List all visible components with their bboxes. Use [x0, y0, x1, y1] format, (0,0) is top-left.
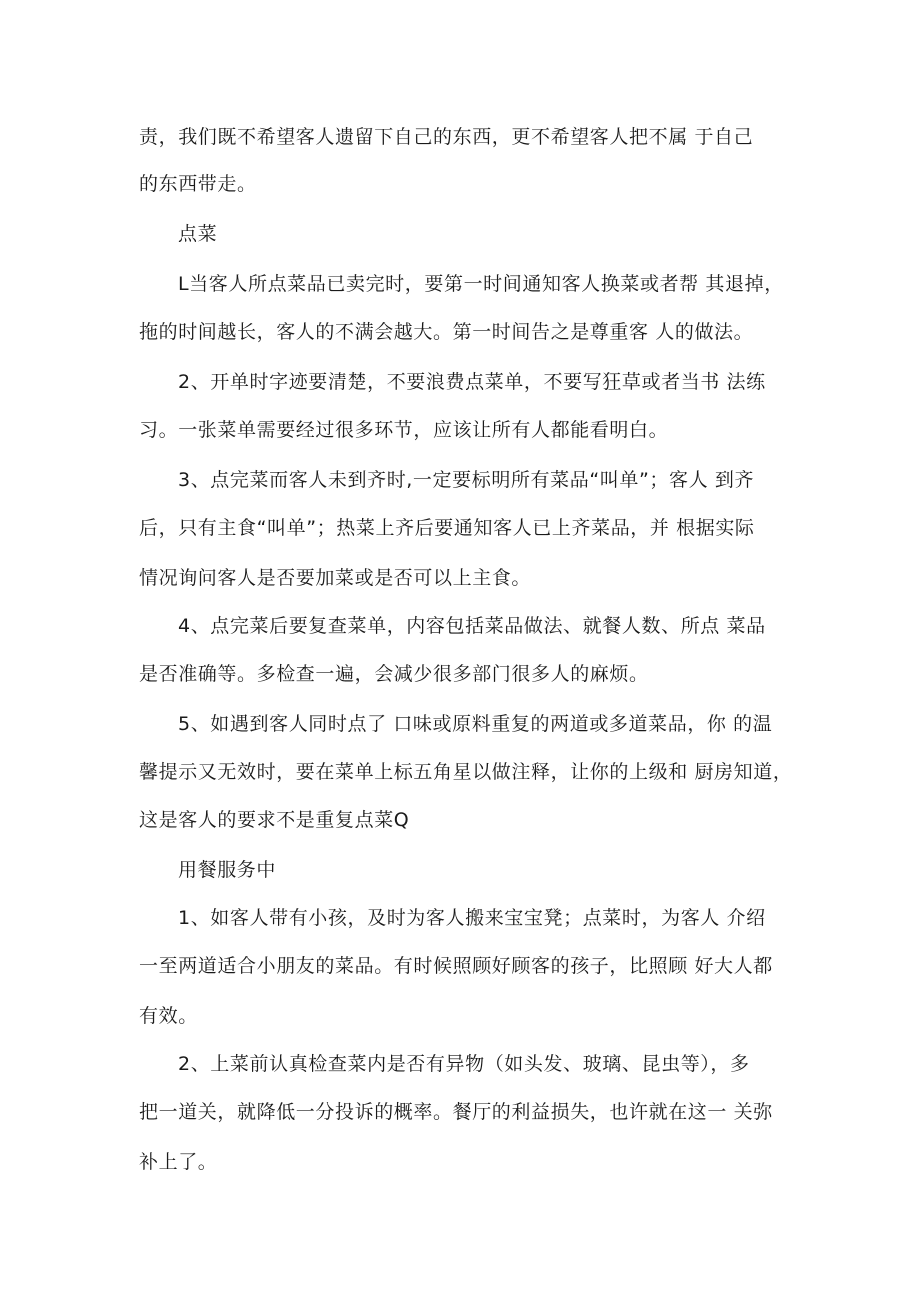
text-line: 习。一张菜单需要经过很多环节，应该让所有人都能看明白。: [139, 419, 669, 441]
text-line: 补上了。: [139, 1151, 218, 1173]
text-line: 有效。: [139, 1005, 198, 1027]
section-heading: 用餐服务中: [178, 859, 277, 881]
text-line: 4、点完菜后要复查菜单，内容包括菜品做法、就餐人数、所点 菜品: [178, 615, 766, 637]
text-line: 后，只有主食“叫单”；热菜上齐后要通知客人已上齐菜品，并 根据实际: [139, 517, 755, 539]
text-line: 2、上菜前认真检查菜内是否有异物（如头发、玻璃、昆虫等），多: [178, 1053, 750, 1075]
text-line: 拖的时间越长，客人的不满会越大。第一时间告之是尊重客 人的做法。: [139, 321, 754, 343]
text-line: 5、如遇到客人同时点了 口味或原料重复的两道或多道菜品，你 的温: [178, 713, 773, 735]
text-line: 馨提示又无效时，要在菜单上标五角星以做注释，让你的上级和 厨房知道，: [139, 761, 793, 783]
text-line: 的东西带走。: [139, 173, 257, 195]
text-line: 一至两道适合小朋友的菜品。有时候照顾好顾客的孩子，比照顾 好大人都: [139, 955, 773, 977]
text-line: 3、点完菜而客人未到齐时,一定要标明所有菜品“叫单”；客人 到齐: [178, 469, 755, 491]
text-line: 这是客人的要求不是重复点菜Q: [139, 809, 410, 831]
text-line: 1、如客人带有小孩，及时为客人搬来宝宝凳；点菜时，为客人 介绍: [178, 907, 766, 929]
text-line: L当客人所点菜品已卖完时，要第一时间通知客人换菜或者帮 其退掉，: [178, 273, 784, 295]
text-line: 责，我们既不希望客人遗留下自己的东西，更不希望客人把不属 于自己: [139, 126, 754, 148]
text-line: 2、开单时字迹要清楚，不要浪费点菜单，不要写狂草或者当书 法练: [178, 371, 766, 393]
text-line: 是否准确等。多检查一遍，会减少很多部门很多人的麻烦。: [139, 663, 649, 685]
text-line: 情况询问客人是否要加菜或是否可以上主食。: [139, 567, 532, 589]
text-line: 把一道关，就降低一分投诉的概率。餐厅的利益损失，也许就在这一 关弥: [139, 1101, 773, 1123]
section-heading: 点菜: [178, 223, 218, 245]
